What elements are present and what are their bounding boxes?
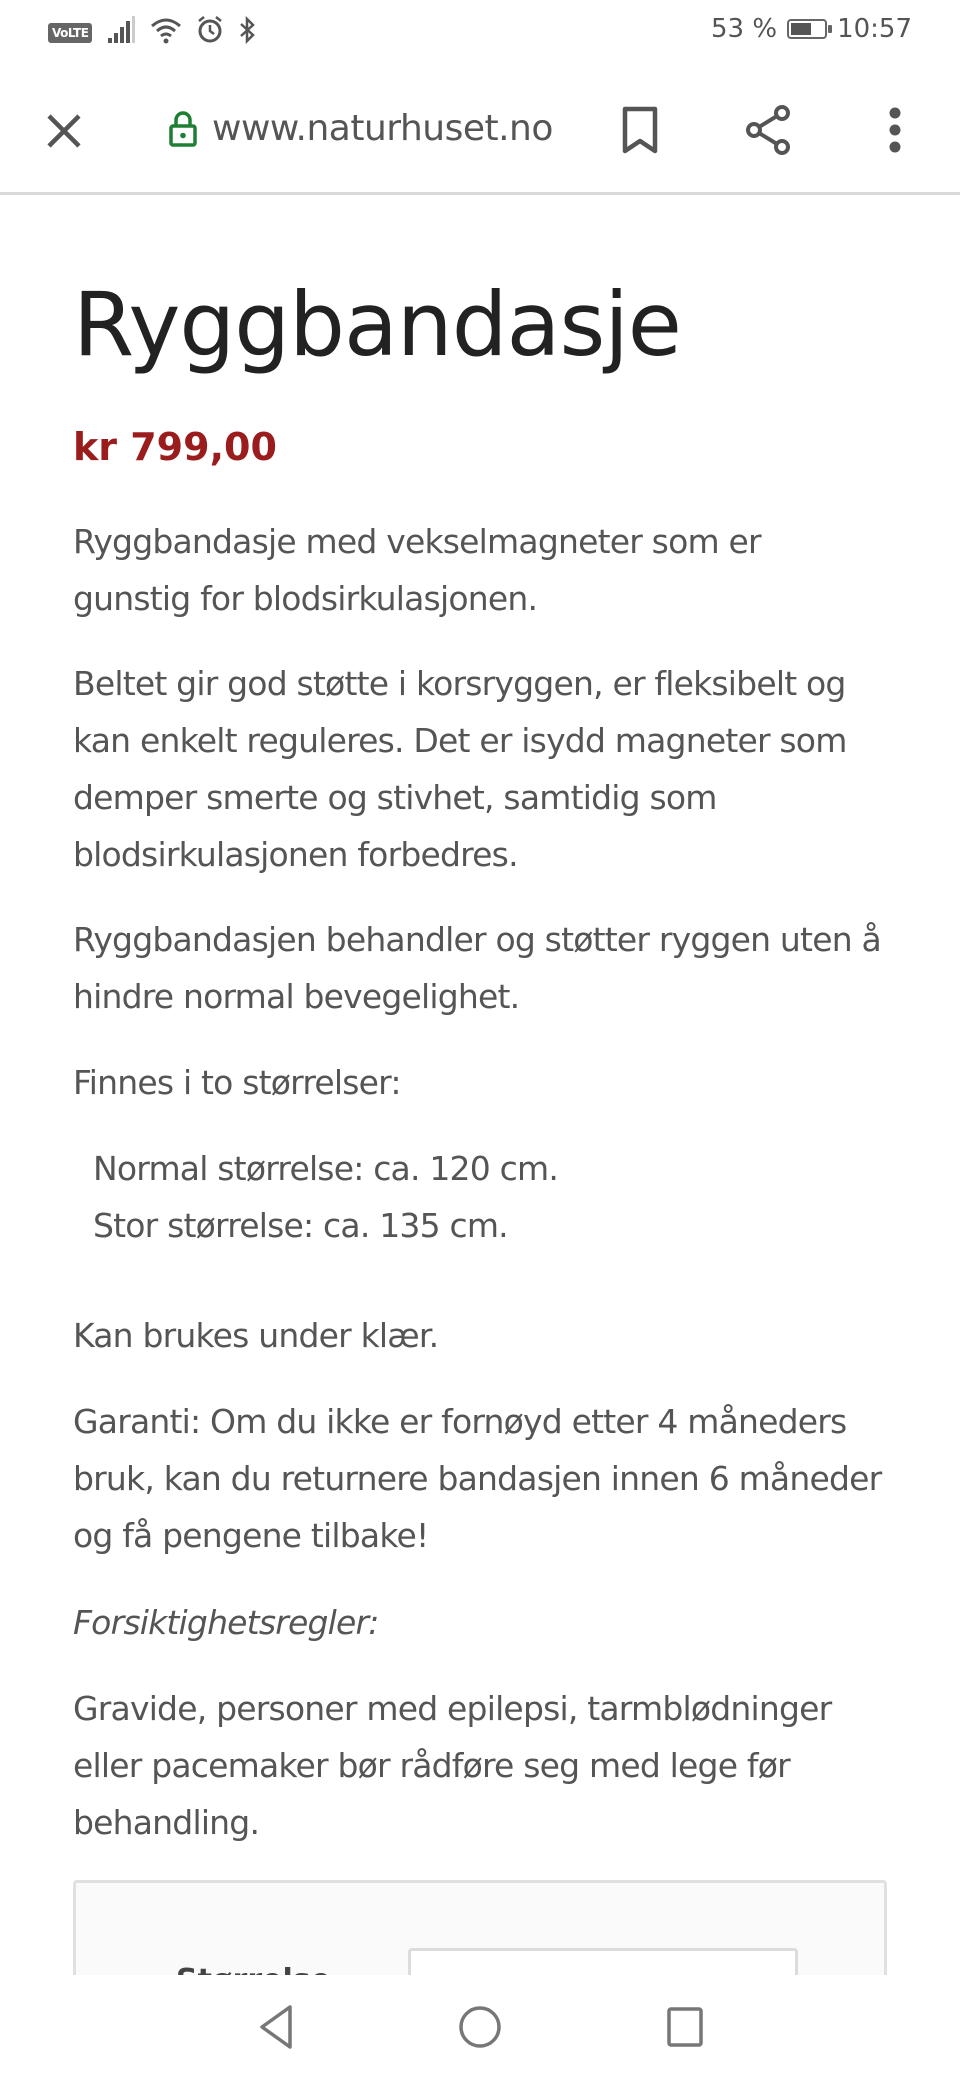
description-paragraph-2: Beltet gir god støtte i korsryggen, er fleksibelt og kan enkelt reguleres. Det er isydd magneter som demper smerte og stivhet, samtidig som blodsirkulasjonen forbedres. [73,664,847,874]
size-item-large: Stor størrelse: ca. 135 cm. [93,1206,508,1245]
bookmark-icon [620,106,660,154]
status-icons-left [48,18,256,48]
close-icon [44,111,84,151]
share-button[interactable] [738,102,798,158]
signal-icon [106,16,136,51]
precautions-heading: Forsiktighetsregler: [73,1603,379,1642]
lock-icon [168,110,198,148]
alarm-icon [196,16,224,51]
url-bar[interactable] [168,108,553,149]
product-title: Ryggbandasje [73,273,681,376]
recents-button[interactable] [655,1997,715,2057]
back-button[interactable] [246,1997,306,2057]
close-button[interactable] [38,105,90,157]
battery-percent: 53 % [711,14,778,44]
home-icon [456,2003,504,2051]
product-price: kr 799,00 [73,425,277,469]
system-nav-bar [0,1975,960,2080]
sizes-list [93,1140,558,1254]
size-item-normal: Normal størrelse: ca. 120 cm. [93,1149,559,1188]
description-paragraph-3: Ryggbandasjen behandler og støtter ryggen uten å hindre normal bevegelighet. [73,920,881,1016]
more-vert-icon [887,106,903,154]
description-paragraph-1: Ryggbandasje med vekselmagneter som er gunstig for blodsirkulasjonen. [73,522,761,618]
home-button[interactable] [450,1997,510,2057]
volte-icon: VoLTE [48,23,92,43]
toolbar-divider [0,192,960,195]
precautions-text: Gravide, personer med epilepsi, tarmblødninger eller pacemaker bør rådføre seg med lege før behandling. [73,1689,832,1842]
guarantee-text: Garanti: Om du ikke er fornøyd etter 4 måneders bruk, kan du returnere bandasjen innen 6 måneder og få pengene tilbake! [73,1402,882,1555]
url-text: www.naturhuset.no [212,108,553,149]
recents-icon [665,2005,705,2049]
status-bar [0,0,960,66]
sizes-intro: Finnes i to størrelser: [73,1063,401,1102]
battery-icon [787,19,827,39]
bluetooth-icon [238,16,256,51]
more-options-button[interactable] [870,102,920,158]
share-icon [742,104,794,156]
wifi-icon [150,16,182,51]
back-icon [256,2003,296,2051]
bookmark-button[interactable] [612,102,668,158]
usage-note: Kan brukes under klær. [73,1316,439,1355]
status-icons-right [711,14,912,44]
clock: 10:57 [837,14,912,44]
